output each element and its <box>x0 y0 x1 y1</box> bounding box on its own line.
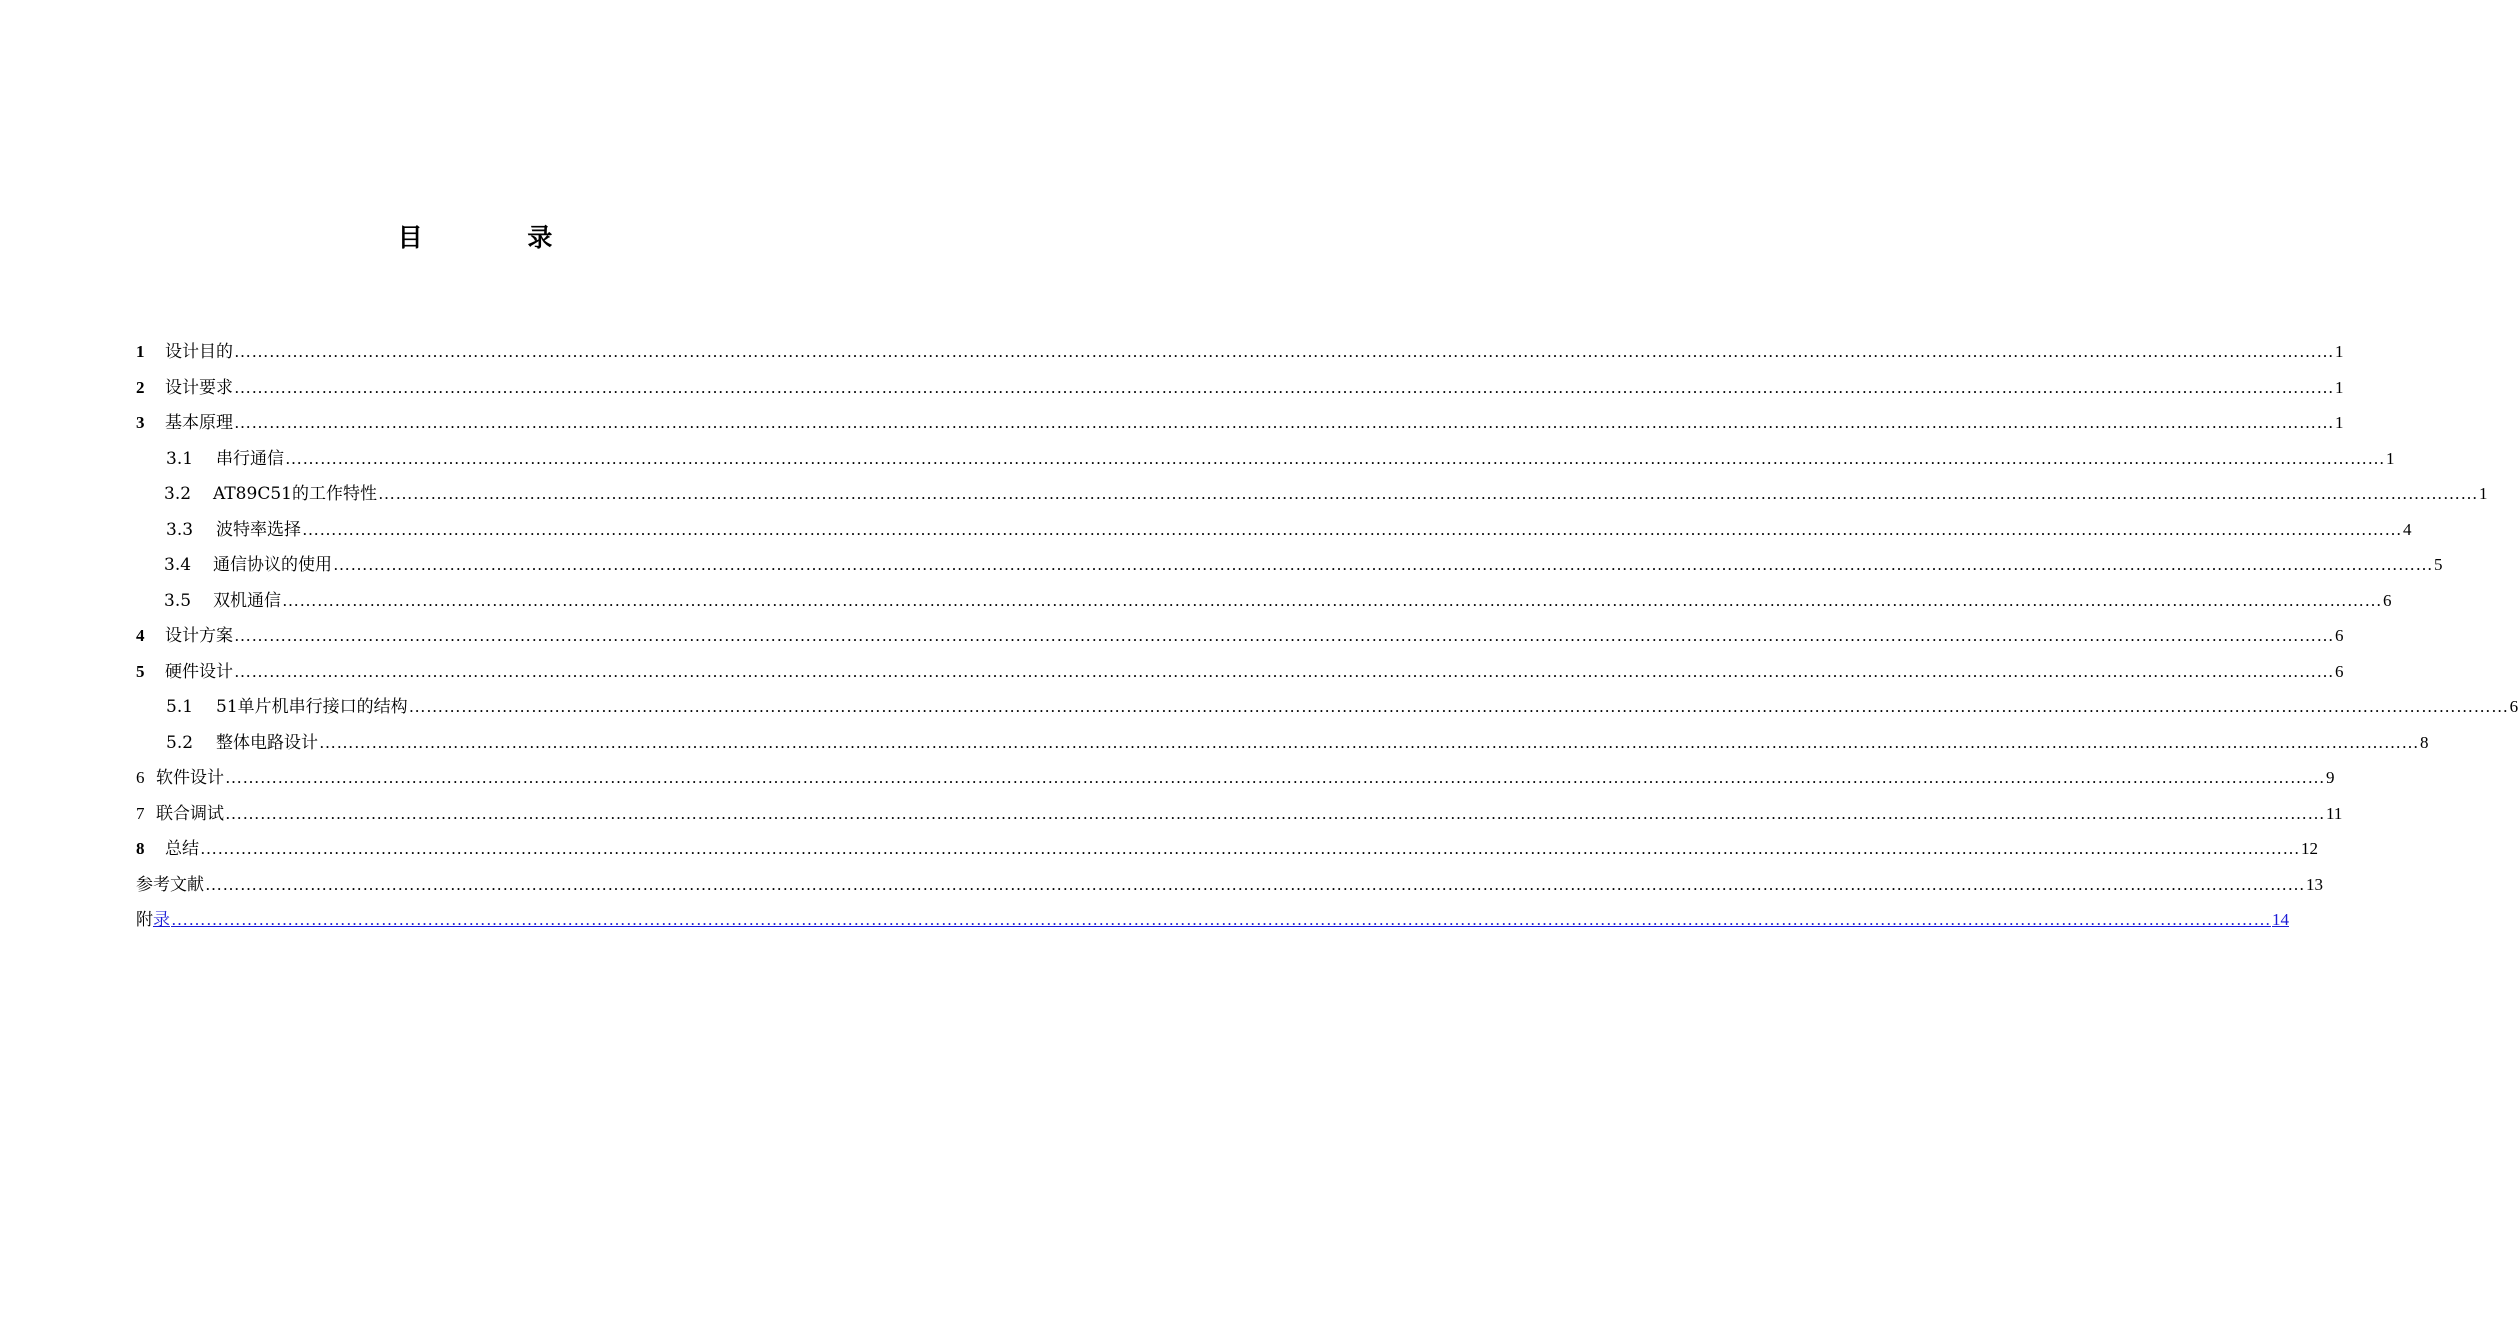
toc-leader-dots: ……………………………………………………………………………………………………………………………………………………………………………………………………………………………………………………………………………………………………………………………… <box>205 875 2305 894</box>
toc-leader-dots: ……………………………………………………………………………………………………………………………………………………………………………………………………………………………………………………………………………………………………………………………… <box>285 449 2385 468</box>
toc-leader-dots: ……………………………………………………………………………………………………………………………………………………………………………………………………………………………………………………………………………………………………………………………… <box>234 342 2334 361</box>
toc-label: 设计目的 <box>165 342 233 362</box>
toc-leader-dots: ……………………………………………………………………………………………………………………………………………………………………………………………………………………………………………………………………………………………………………………………… <box>282 591 2382 610</box>
toc-label: 通信协议的使用 <box>213 555 332 575</box>
toc-label-first-char: 附 <box>136 910 153 930</box>
toc-number: 3.4 <box>164 555 192 575</box>
toc-leader-dots: ……………………………………………………………………………………………………………………………………………………………………………………………………………………………………………………………………………………………………………………………… <box>234 662 2334 681</box>
toc-entry-appendix-link[interactable] <box>136 907 2289 933</box>
toc-page-number: 6 <box>2335 662 2344 681</box>
toc-number: 6 <box>136 768 145 787</box>
toc-number: 3.1 <box>166 449 194 469</box>
toc-label: 串行通信 <box>216 449 284 469</box>
toc-number: 8 <box>136 839 145 858</box>
toc-leader-dots: ……………………………………………………………………………………………………………………………………………………………………………………………………………………………………………………………………………………………………………………………… <box>171 910 2271 929</box>
toc-entry-5[interactable] <box>136 659 2344 685</box>
toc-label: 参考文献 <box>136 875 204 895</box>
toc-page-number: 6 <box>2335 626 2344 645</box>
toc-number: 3 <box>136 413 145 432</box>
toc-label: 硬件设计 <box>165 662 233 682</box>
toc-entry-3-2[interactable] <box>164 481 2488 507</box>
toc-page-number: 1 <box>2335 413 2344 432</box>
toc-label: 基本原理 <box>165 413 233 433</box>
toc-label: 51单片机串行接口的结构 <box>216 697 408 717</box>
toc-page-number: 5 <box>2434 555 2443 574</box>
toc-page-number: 12 <box>2301 839 2318 858</box>
toc-number: 3.3 <box>166 520 194 540</box>
toc-label: 设计方案 <box>165 626 233 646</box>
toc-leader-dots: ……………………………………………………………………………………………………………………………………………………………………………………………………………………………………………………………………………………………………………………………… <box>302 520 2402 539</box>
toc-page-number: 9 <box>2326 768 2335 787</box>
toc-label-link-part: 录 <box>153 910 170 930</box>
toc-page-number: 6 <box>2509 697 2518 716</box>
toc-entry-8[interactable] <box>136 836 2318 862</box>
toc-page-number: 11 <box>2326 804 2343 823</box>
toc-number: 3.2 <box>164 484 192 504</box>
toc-page-number: 4 <box>2403 520 2412 539</box>
toc-leader-dots: ……………………………………………………………………………………………………………………………………………………………………………………………………………………………………………………………………………………………………………………………… <box>319 733 2419 752</box>
toc-entry-2[interactable] <box>136 375 2344 401</box>
toc-page-number: 1 <box>2478 484 2488 503</box>
toc-number: 5.2 <box>166 733 194 753</box>
toc-label: 双机通信 <box>213 591 281 611</box>
toc-entry-6[interactable] <box>136 765 2335 791</box>
toc-entry-4[interactable] <box>136 623 2344 649</box>
toc-label: AT89C51的工作特性 <box>213 484 377 504</box>
toc-page-number: 1 <box>2335 378 2344 397</box>
toc-leader-dots: ……………………………………………………………………………………………………………………………………………………………………………………………………………………………………………………………………………………………………………………………… <box>200 839 2300 858</box>
toc-leader-dots: ……………………………………………………………………………………………………………………………………………………………………………………………………………………………………………………………………………………………………………………………… <box>408 697 2509 716</box>
toc-entry-5-2[interactable] <box>166 730 2429 756</box>
toc-number: 3.5 <box>164 591 192 611</box>
toc-number: 1 <box>136 342 145 361</box>
toc-entry-3-3[interactable] <box>166 517 2412 543</box>
toc-entry-3-1[interactable] <box>166 446 2395 472</box>
toc-label: 整体电路设计 <box>216 733 318 753</box>
toc-leader-dots: ……………………………………………………………………………………………………………………………………………………………………………………………………………………………………………………………………………………………………………………………… <box>225 804 2325 823</box>
toc-leader-dots: ……………………………………………………………………………………………………………………………………………………………………………………………………………………………………………………………………………………………………………………………… <box>234 413 2334 432</box>
toc-label: 波特率选择 <box>216 520 301 540</box>
toc-label-appendix <box>136 907 170 933</box>
toc-label: 软件设计 <box>156 768 224 788</box>
toc-number: 4 <box>136 626 145 645</box>
toc-entry-3[interactable] <box>136 410 2344 436</box>
toc-number: 2 <box>136 378 145 397</box>
toc-page-number: 13 <box>2306 875 2323 894</box>
toc-leader-dots: ……………………………………………………………………………………………………………………………………………………………………………………………………………………………………………………………………………………………………………………………… <box>234 378 2334 397</box>
toc-leader-dots: ……………………………………………………………………………………………………………………………………………………………………………………………………………………………………………………………………………………………………………………………… <box>377 484 2478 503</box>
toc-label: 联合调试 <box>156 804 224 824</box>
toc-number: 7 <box>136 804 145 823</box>
toc-page-number: 6 <box>2383 591 2392 610</box>
toc-leader-dots: ……………………………………………………………………………………………………………………………………………………………………………………………………………………………………………………………………………………………………………………………… <box>234 626 2334 645</box>
toc-leader-dots: ……………………………………………………………………………………………………………………………………………………………………………………………………………………………………………………………………………………………………………………………… <box>225 768 2325 787</box>
toc-page-number: 8 <box>2420 733 2429 752</box>
toc-entry-references[interactable] <box>136 872 2323 898</box>
toc-page-number: 1 <box>2386 449 2395 468</box>
toc-entry-7[interactable] <box>136 801 2343 827</box>
page-title: 目 录 <box>397 223 601 252</box>
toc-number: 5 <box>136 662 145 681</box>
toc-entry-3-4[interactable] <box>164 552 2443 578</box>
toc-entry-5-1[interactable] <box>166 694 2518 720</box>
toc-page-number: 1 <box>2335 342 2344 361</box>
toc-label: 总结 <box>165 839 199 859</box>
toc-leader-dots: ……………………………………………………………………………………………………………………………………………………………………………………………………………………………………………………………………………………………………………………………… <box>333 555 2433 574</box>
toc-number: 5.1 <box>166 697 194 717</box>
toc-entry-3-5[interactable] <box>164 588 2392 614</box>
toc-label: 设计要求 <box>165 378 233 398</box>
toc-entry-1[interactable] <box>136 339 2344 365</box>
toc-page-number: 14 <box>2272 910 2289 929</box>
